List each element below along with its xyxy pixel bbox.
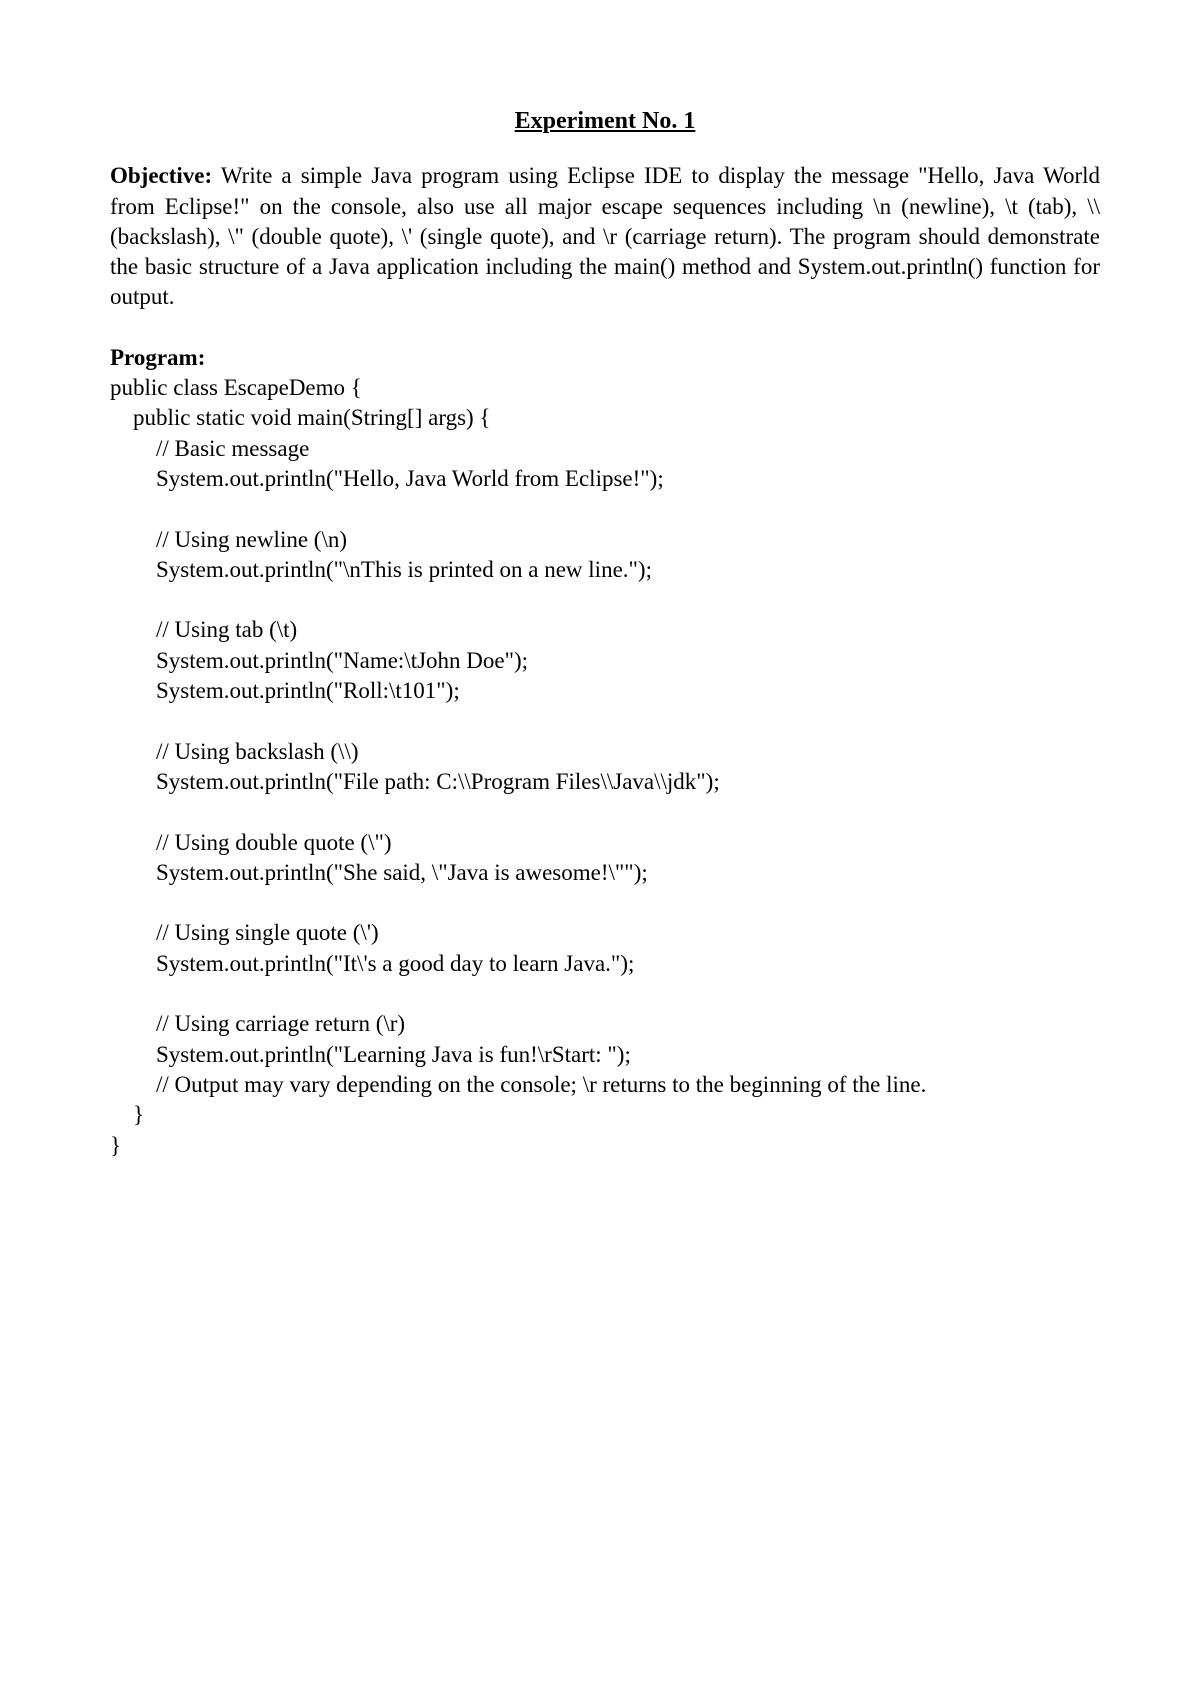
code-line: public class EscapeDemo {	[110, 375, 362, 401]
code-line: System.out.println("Learning Java is fun!\rStart: ");	[110, 1041, 631, 1067]
code-line: // Basic message	[110, 435, 310, 461]
document-page	[110, 106, 1100, 1161]
code-line: System.out.println("File path: C:\\Program Files\\Java\\jdk");	[110, 768, 720, 794]
document-title: Experiment No. 1	[514, 108, 696, 134]
code-line-blank	[110, 494, 1100, 524]
code-line: // Using single quote (\')	[110, 920, 379, 946]
code-line: // Using tab (\t)	[110, 617, 298, 643]
code-line: System.out.println("She said, \"Java is awesome!\"");	[110, 859, 648, 885]
code-line: System.out.println("\nThis is printed on a new line.");	[110, 556, 652, 582]
code-line: // Output may vary depending on the console; \r returns to the beginning of the line.	[110, 1071, 927, 1097]
program-code	[110, 373, 1100, 1161]
code-line-blank	[110, 888, 1100, 918]
code-line: public static void main(String[] args) {	[110, 405, 491, 431]
code-line: System.out.println("Roll:\t101");	[110, 678, 460, 704]
code-line-blank	[110, 585, 1100, 615]
code-line: // Using newline (\n)	[110, 526, 347, 552]
code-line-blank	[110, 979, 1100, 1009]
objective-paragraph	[110, 161, 1100, 312]
program-heading: Program:	[110, 344, 206, 370]
code-line-blank	[110, 797, 1100, 827]
code-line: // Using double quote (\")	[110, 829, 392, 855]
code-line: // Using backslash (\\)	[110, 738, 359, 764]
objective-label: Objective:	[110, 163, 213, 189]
code-line: }	[110, 1102, 145, 1128]
objective-text: Write a simple Java program using Eclipse IDE to display the message "Hello, Java World from Eclipse!" on the console, also use all major escape sequences including \n (newline), \t (tab), \\ (backslash), \" (double quote), \' (single quote), and \r (carriage return). The program should demonstrate the basic structure of a Java application including the main() method and System.out.println() function for output.	[110, 163, 1100, 310]
code-line: System.out.println("It\'s a good day to learn Java.");	[110, 950, 635, 976]
code-line: // Using carriage return (\r)	[110, 1011, 406, 1037]
code-line: System.out.println("Hello, Java World from Eclipse!");	[110, 465, 664, 491]
code-line-blank	[110, 706, 1100, 736]
code-line: System.out.println("Name:\tJohn Doe");	[110, 647, 529, 673]
code-line: }	[110, 1132, 122, 1158]
